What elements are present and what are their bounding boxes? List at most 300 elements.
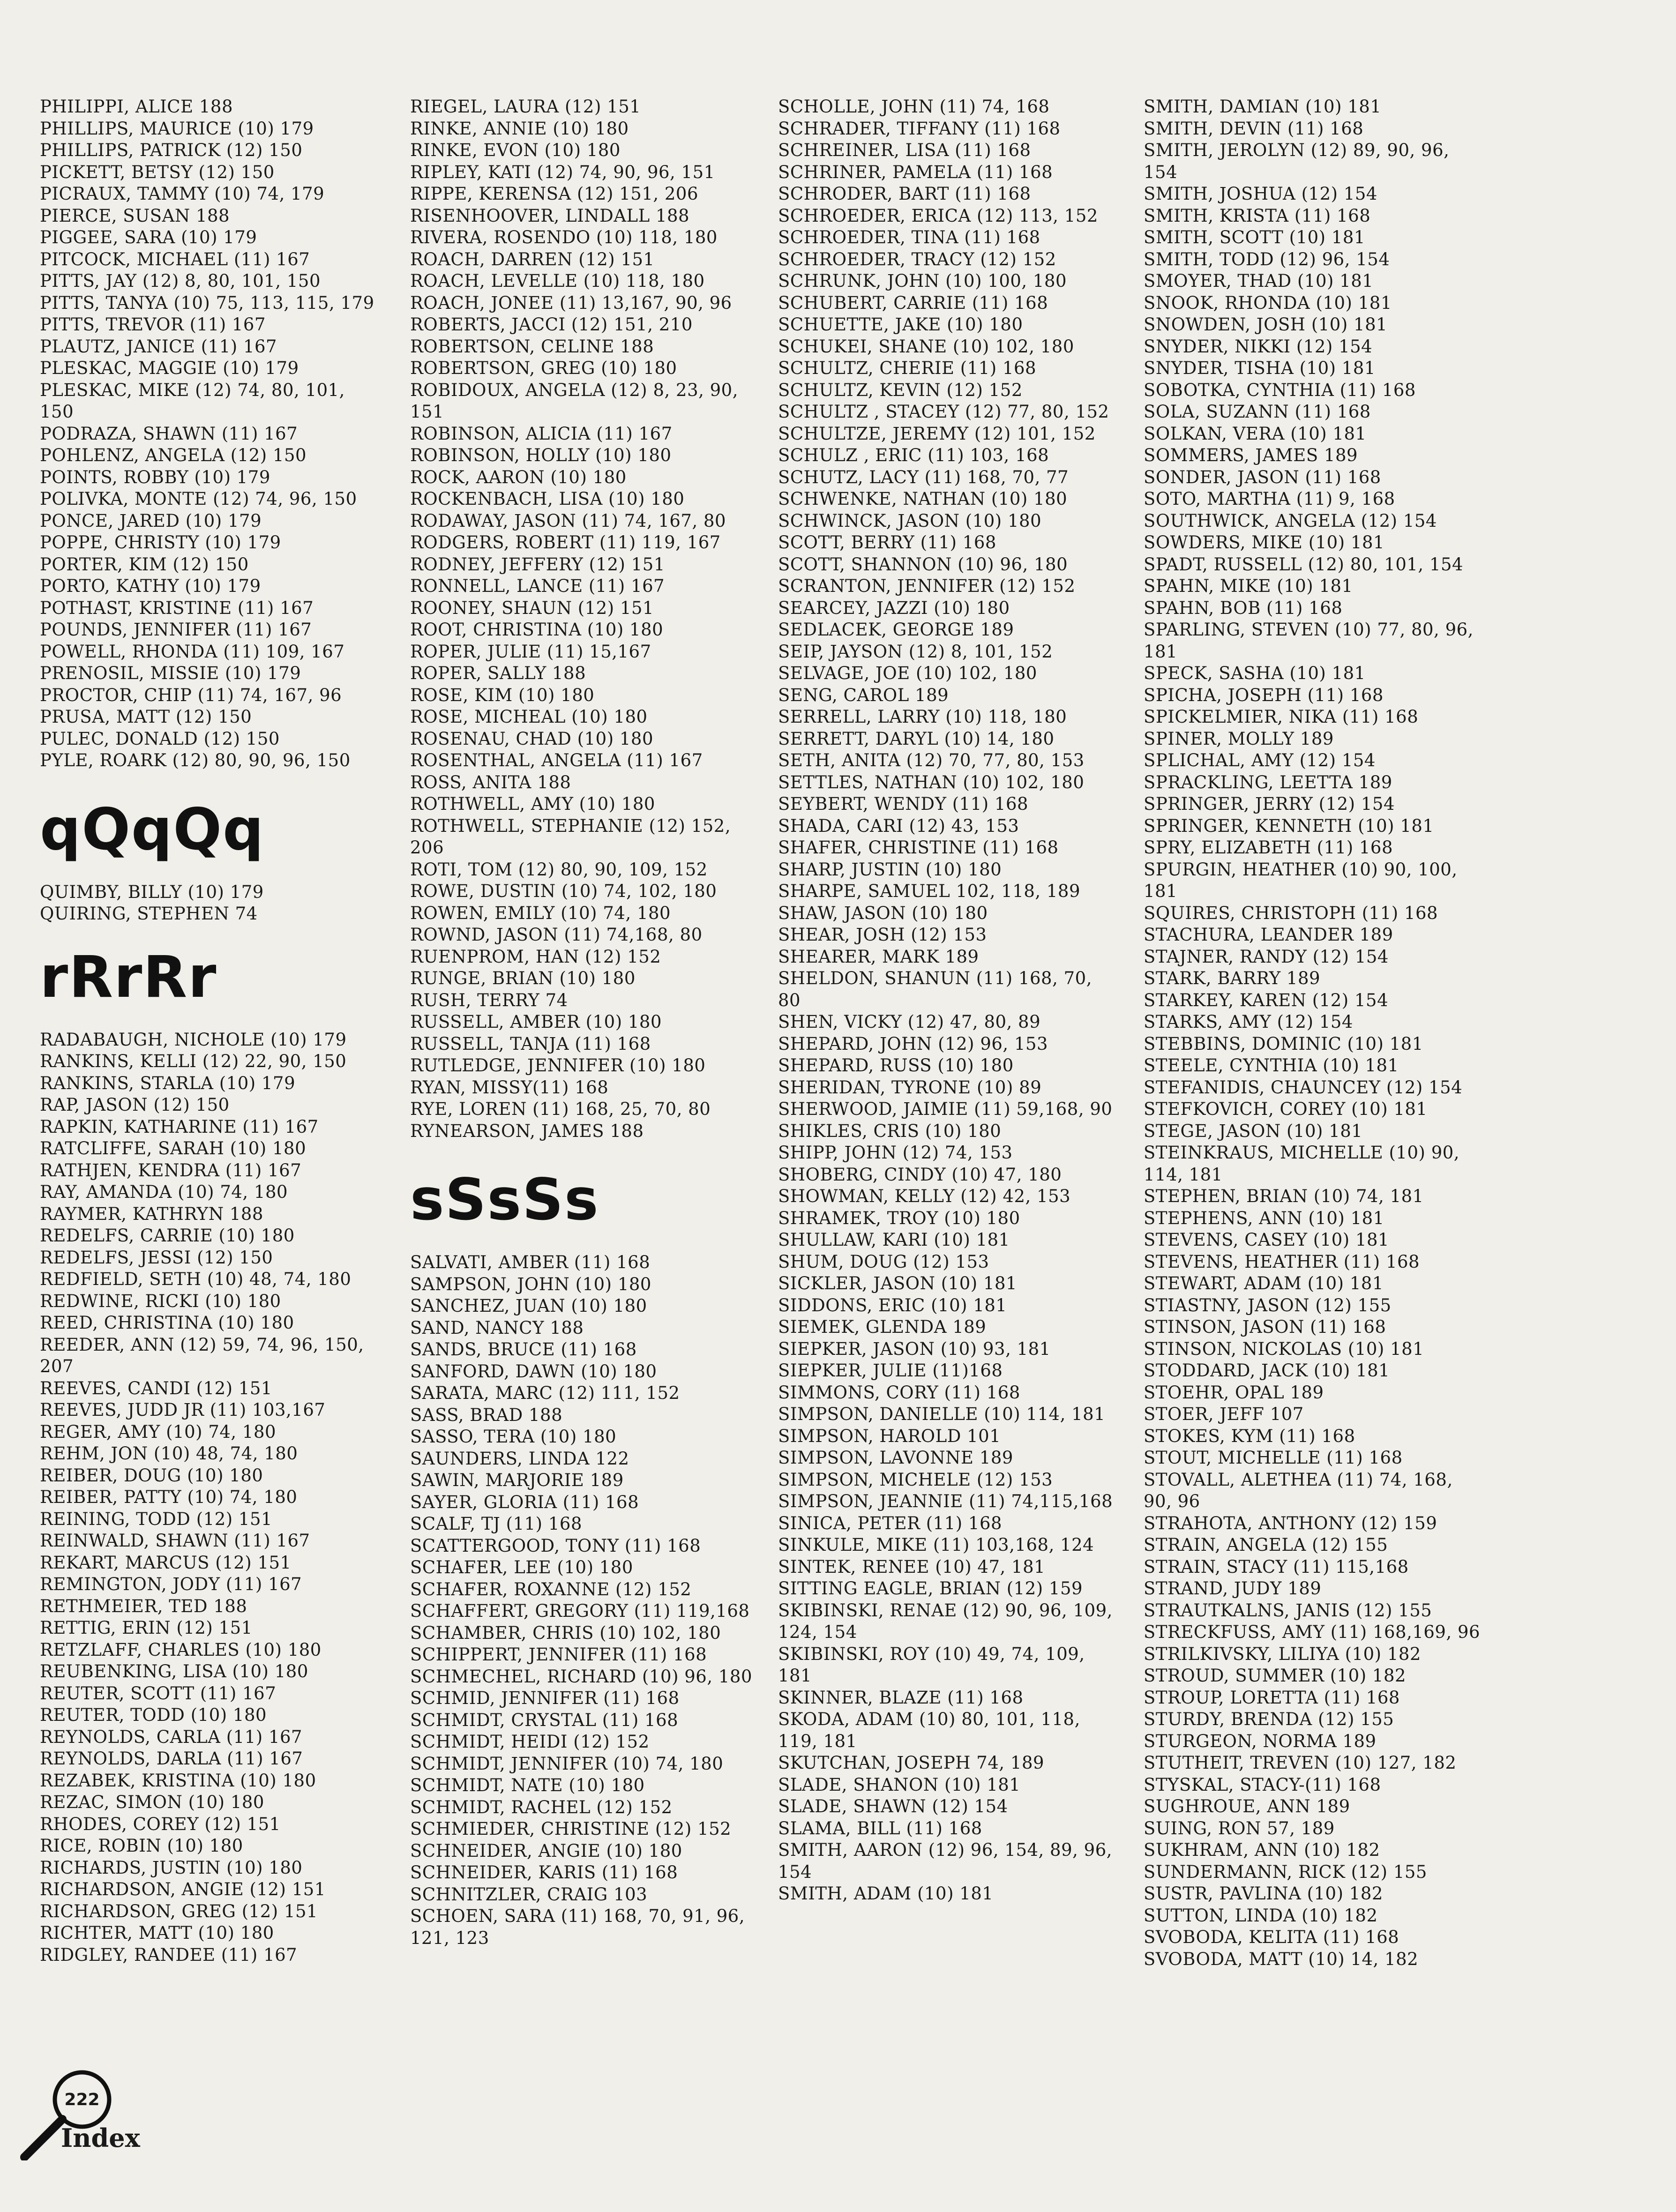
index-entry: SCOTT, BERRY (11) 168 (778, 532, 996, 553)
index-entry: SCHUKEI, SHANE (10) 102, 180 (778, 336, 1074, 357)
index-entry: POHLENZ, ANGELA (12) 150 (40, 445, 307, 465)
index-entry: ROSS, ANITA 188 (410, 772, 571, 792)
index-entry: SHERWOOD, JAIMIE (11) 59,168, 90 (778, 1099, 1113, 1119)
index-entry: RINKE, ANNIE (10) 180 (410, 118, 629, 139)
index-entry: ROBERTS, JACCI (12) 151, 210 (410, 314, 693, 335)
index-entry: STIASTNY, JASON (12) 155 (1144, 1295, 1392, 1315)
index-entry: STRAUTKALNS, JANIS (12) 155 (1144, 1600, 1432, 1621)
index-entry: SCHAFER, LEE (10) 180 (410, 1557, 633, 1577)
index-entry: RUTLEDGE, JENNIFER (10) 180 (410, 1055, 706, 1076)
index-entry: SHARP, JUSTIN (10) 180 (778, 859, 1002, 880)
index-entry: SIDDONS, ERIC (10) 181 (778, 1295, 1007, 1315)
index-entry: REGER, AMY (10) 74, 180 (40, 1421, 277, 1442)
index-entry: STARKS, AMY (12) 154 (1144, 1012, 1353, 1032)
index-entry: SIMPSON, HAROLD 101 (778, 1426, 1001, 1446)
index-entry: SITTING EAGLE, BRIAN (12) 159 (778, 1578, 1083, 1599)
index-entry: SIEPKER, JULIE (11)168 (778, 1360, 1003, 1381)
index-entry: STRAHOTA, ANTHONY (12) 159 (1144, 1513, 1437, 1533)
index-entry: SIEPKER, JASON (10) 93, 181 (778, 1338, 1051, 1359)
q-entries (40, 882, 382, 925)
index-entry: PHILIPPI, ALICE 188 (40, 97, 233, 117)
index-entry: SNOOK, RHONDA (10) 181 (1144, 292, 1392, 313)
index-entry: STRAIN, STACY (11) 115,168 (1144, 1556, 1409, 1577)
index-entry: SASSO, TERA (10) 180 (410, 1427, 617, 1447)
index-entry: SONDER, JASON (11) 168 (1144, 467, 1381, 487)
index-entry: STEPHENS, ANN (10) 181 (1144, 1208, 1384, 1228)
index-entry: REYNOLDS, DARLA (11) 167 (40, 1749, 303, 1769)
index-entry: SICKLER, JASON (10) 181 (778, 1273, 1018, 1293)
index-entry: SMITH, JEROLYN (12) 89, 90, 96, 154 (1144, 140, 1450, 182)
index-entry: SHRAMEK, TROY (10) 180 (778, 1208, 1020, 1228)
index-entry: SOTO, MARTHA (11) 9, 168 (1144, 489, 1395, 509)
s-entries-continued (778, 96, 1120, 1905)
index-entry: STEVENS, CASEY (10) 181 (1144, 1230, 1390, 1250)
index-entry: SEDLACEK, GEORGE 189 (778, 620, 1014, 640)
index-entry: SHAW, JASON (10) 180 (778, 903, 988, 923)
index-entry: SETTLES, NATHAN (10) 102, 180 (778, 772, 1085, 792)
index-entry: RIPPE, KERENSA (12) 151, 206 (410, 184, 698, 204)
index-entry: STODDARD, JACK (10) 181 (1144, 1360, 1390, 1381)
index-entry: SAYER, GLORIA (11) 168 (410, 1492, 639, 1512)
index-entry: SASS, BRAD 188 (410, 1405, 563, 1425)
index-entry: SIMPSON, MICHELE (12) 153 (778, 1469, 1053, 1490)
index-entry: SPICHA, JOSEPH (11) 168 (1144, 685, 1384, 705)
index-entry: RUENPROM, HAN (12) 152 (410, 946, 661, 967)
index-entry: SIMPSON, DANIELLE (10) 114, 181 (778, 1404, 1106, 1424)
index-entry: QUIMBY, BILLY (10) 179 (40, 882, 264, 902)
index-entry: STYSKAL, STACY-(11) 168 (1144, 1774, 1381, 1795)
index-entry: STEFANIDIS, CHAUNCEY (12) 154 (1144, 1077, 1463, 1098)
index-entry: SCHOEN, SARA (11) 168, 70, 91, 96, 121, 123 (410, 1906, 745, 1948)
index-entry: POWELL, RHONDA (11) 109, 167 (40, 641, 345, 662)
index-entry: STOVALL, ALETHEA (11) 74, 168, 90, 96 (1144, 1469, 1453, 1511)
index-entry: ROSE, MICHEAL (10) 180 (410, 707, 648, 727)
index-entry: SEIP, JAYSON (12) 8, 101, 152 (778, 641, 1053, 662)
index-entry: SCHULTZ , STACEY (12) 77, 80, 152 (778, 402, 1109, 422)
index-entry: RAYMER, KATHRYN 188 (40, 1203, 263, 1224)
index-entry: SHOBERG, CINDY (10) 47, 180 (778, 1164, 1062, 1185)
index-entry: RETZLAFF, CHARLES (10) 180 (40, 1639, 322, 1660)
index-entry: REEVES, JUDD JR (11) 103,167 (40, 1400, 326, 1420)
index-entry: SIMPSON, LAVONNE 189 (778, 1448, 1013, 1468)
index-entry: SKIBINSKI, RENAE (12) 90, 96, 109, 124, 154 (778, 1600, 1113, 1642)
index-entry: SINTEK, RENEE (10) 47, 181 (778, 1556, 1046, 1577)
index-entry: SANCHEZ, JUAN (10) 180 (410, 1296, 647, 1316)
index-entry: PITCOCK, MICHAEL (11) 167 (40, 249, 310, 269)
index-entry: SCHNEIDER, ANGIE (10) 180 (410, 1840, 682, 1861)
index-entry: SCHAFER, ROXANNE (12) 152 (410, 1579, 692, 1599)
index-entry: POTHAST, KRISTINE (11) 167 (40, 598, 314, 618)
index-entry: PULEC, DONALD (12) 150 (40, 728, 280, 749)
index-entry: SERRETT, DARYL (10) 14, 180 (778, 728, 1055, 749)
index-entry: RAP, JASON (12) 150 (40, 1095, 230, 1115)
index-entry: STARK, BARRY 189 (1144, 968, 1321, 988)
index-entry: SCHMIDT, NATE (10) 180 (410, 1775, 645, 1795)
index-entry: SCHMID, JENNIFER (11) 168 (410, 1688, 680, 1708)
index-entry: SOBOTKA, CYNTHIA (11) 168 (1144, 380, 1416, 400)
index-entry: STEPHEN, BRIAN (10) 74, 181 (1144, 1186, 1424, 1206)
index-entry: SERRELL, LARRY (10) 118, 180 (778, 707, 1067, 727)
index-entry: SAMPSON, JOHN (10) 180 (410, 1274, 651, 1294)
index-entry: RAY, AMANDA (10) 74, 180 (40, 1182, 288, 1202)
index-entry: SCHMECHEL, RICHARD (10) 96, 180 (410, 1666, 752, 1687)
index-entry: SPRINGER, KENNETH (10) 181 (1144, 815, 1434, 836)
index-entry: SAND, NANCY 188 (410, 1317, 584, 1338)
index-entry: SPARLING, STEVEN (10) 77, 80, 96, 181 (1144, 620, 1474, 662)
index-entry: SCRANTON, JENNIFER (12) 152 (778, 576, 1076, 596)
index-entry: STINSON, JASON (11) 168 (1144, 1317, 1386, 1337)
index-entry: SNOWDEN, JOSH (10) 181 (1144, 314, 1388, 335)
index-entry: REINING, TODD (12) 151 (40, 1509, 273, 1529)
index-entry: SHAFER, CHRISTINE (11) 168 (778, 837, 1059, 858)
index-entry: PHILLIPS, PATRICK (12) 150 (40, 140, 303, 160)
index-entry: RATHJEN, KENDRA (11) 167 (40, 1160, 302, 1181)
index-entry: SCHRADER, TIFFANY (11) 168 (778, 118, 1061, 139)
index-entry: PICKETT, BETSY (12) 150 (40, 162, 275, 182)
index-entry: RICHARDS, JUSTIN (10) 180 (40, 1857, 303, 1878)
index-entry: PODRAZA, SHAWN (11) 167 (40, 423, 298, 444)
index-entry: SUING, RON 57, 189 (1144, 1818, 1335, 1838)
index-entry: SPINER, MOLLY 189 (1144, 728, 1334, 749)
index-entry: SCHULZ , ERIC (11) 103, 168 (778, 445, 1049, 465)
index-entry: REKART, MARCUS (12) 151 (40, 1552, 292, 1573)
index-entry: SCHWENKE, NATHAN (10) 180 (778, 489, 1068, 509)
index-entry: SETH, ANITA (12) 70, 77, 80, 153 (778, 750, 1085, 770)
index-entry: REUBENKING, LISA (10) 180 (40, 1661, 308, 1681)
index-entry: RODAWAY, JASON (11) 74, 167, 80 (410, 510, 726, 531)
index-entry: ROOT, CHRISTINA (10) 180 (410, 620, 664, 640)
index-entry: QUIRING, STEPHEN 74 (40, 904, 258, 924)
index-entry: RUSSELL, TANJA (11) 168 (410, 1033, 651, 1054)
index-entry: SHEARER, MARK 189 (778, 946, 979, 967)
index-entry: STEGE, JASON (10) 181 (1144, 1121, 1363, 1141)
index-entry: REEDER, ANN (12) 59, 74, 96, 150, 207 (40, 1334, 364, 1376)
index-entry: SCHOLLE, JOHN (11) 74, 168 (778, 97, 1050, 117)
index-entry: REUTER, SCOTT (11) 167 (40, 1683, 277, 1704)
s-entries-continued (1144, 96, 1486, 1970)
index-entry: SCHROEDER, ERICA (12) 113, 152 (778, 205, 1098, 226)
index-entry: SMITH, DAMIAN (10) 181 (1144, 97, 1382, 117)
index-entry: PIERCE, SUSAN 188 (40, 205, 230, 226)
index-entry: SLADE, SHAWN (12) 154 (778, 1796, 1008, 1816)
index-entry: SCATTERGOOD, TONY (11) 168 (410, 1535, 701, 1556)
index-entry: PONCE, JARED (10) 179 (40, 510, 262, 531)
index-entry: ROSENAU, CHAD (10) 180 (410, 728, 654, 749)
index-entry: SCOTT, SHANNON (10) 96, 180 (778, 554, 1068, 575)
index-entry: STEELE, CYNTHIA (10) 181 (1144, 1055, 1399, 1076)
index-entry: STROUP, LORETTA (11) 168 (1144, 1687, 1400, 1708)
index-entry: PLESKAC, MIKE (12) 74, 80, 101, 150 (40, 380, 345, 422)
index-entry: ROSE, KIM (10) 180 (410, 685, 595, 705)
index-entry: RIVERA, ROSENDO (10) 118, 180 (410, 227, 718, 247)
index-entry: RYE, LOREN (11) 168, 25, 70, 80 (410, 1099, 711, 1119)
index-entry: SCHUETTE, JAKE (10) 180 (778, 314, 1023, 335)
index-entry: STEFKOVICH, COREY (10) 181 (1144, 1099, 1428, 1119)
index-entry: SELVAGE, JOE (10) 102, 180 (778, 663, 1037, 683)
index-entry: PROCTOR, CHIP (11) 74, 167, 96 (40, 685, 342, 705)
index-entry: RETHMEIER, TED 188 (40, 1596, 247, 1616)
index-entry: RODGERS, ROBERT (11) 119, 167 (410, 532, 721, 553)
index-entry: SHARPE, SAMUEL 102, 118, 189 (778, 881, 1081, 901)
index-entry: ROTHWELL, AMY (10) 180 (410, 794, 655, 814)
section-label: Index (61, 2123, 140, 2153)
index-entry: RICHARDSON, ANGIE (12) 151 (40, 1879, 326, 1899)
index-entry: REYNOLDS, CARLA (11) 167 (40, 1726, 303, 1747)
index-entry: SMITH, SCOTT (10) 181 (1144, 227, 1365, 247)
p-entries (40, 96, 382, 772)
index-entry: STURDY, BRENDA (12) 155 (1144, 1709, 1394, 1729)
index-entry: SINICA, PETER (11) 168 (778, 1513, 1003, 1533)
index-entry: REDFIELD, SETH (10) 48, 74, 180 (40, 1269, 352, 1289)
index-entry: REIBER, DOUG (10) 180 (40, 1465, 263, 1486)
index-entry: ROCKENBACH, LISA (10) 180 (410, 489, 685, 509)
index-entry: SPURGIN, HEATHER (10) 90, 100, 181 (1144, 859, 1458, 901)
index-entry: SPRACKLING, LEETTA 189 (1144, 772, 1392, 792)
index-entry: STARKEY, KAREN (12) 154 (1144, 990, 1389, 1010)
index-entry: SCHAMBER, CHRIS (10) 102, 180 (410, 1622, 721, 1643)
index-entry: STURGEON, NORMA 189 (1144, 1731, 1377, 1751)
index-entry: SCHREINER, LISA (11) 168 (778, 140, 1031, 160)
index-entry: STRECKFUSS, AMY (11) 168,169, 96 (1144, 1622, 1481, 1642)
s-entries (410, 1252, 752, 1949)
index-entry: SQUIRES, CHRISTOPH (11) 168 (1144, 903, 1438, 923)
index-entry: RISENHOOVER, LINDALL 188 (410, 205, 690, 226)
index-entry: POINTS, ROBBY (10) 179 (40, 467, 270, 487)
index-entry: PITTS, TANYA (10) 75, 113, 115, 179 (40, 292, 374, 313)
index-entry: SCHULTZE, JEREMY (12) 101, 152 (778, 423, 1096, 444)
index-entry: SARATA, MARC (12) 111, 152 (410, 1383, 680, 1403)
index-entry: PORTO, KATHY (10) 179 (40, 576, 261, 596)
index-column-3 (778, 96, 1120, 1905)
index-entry: RUSH, TERRY 74 (410, 990, 568, 1010)
index-entry: SCHRUNK, JOHN (10) 100, 180 (778, 271, 1067, 291)
index-entry: SPADT, RUSSELL (12) 80, 101, 154 (1144, 554, 1464, 575)
index-entry: ROSENTHAL, ANGELA (11) 167 (410, 750, 703, 770)
index-entry: RODNEY, JEFFERY (12) 151 (410, 554, 665, 575)
index-entry: RICHARDSON, GREG (12) 151 (40, 1901, 318, 1921)
index-entry: SNYDER, TISHA (10) 181 (1144, 358, 1376, 378)
index-entry: ROONEY, SHAUN (12) 151 (410, 598, 654, 618)
index-entry: STOER, JEFF 107 (1144, 1404, 1304, 1424)
index-entry: SCHRINER, PAMELA (11) 168 (778, 162, 1053, 182)
index-entry: SCHMIDT, HEIDI (12) 152 (410, 1732, 650, 1752)
index-entry: SCHNITZLER, CRAIG 103 (410, 1884, 648, 1905)
index-entry: SCHULTZ, KEVIN (12) 152 (778, 380, 1023, 400)
index-entry: PHILLIPS, MAURICE (10) 179 (40, 118, 314, 139)
page-folio (19, 2067, 159, 2160)
index-entry: PYLE, ROARK (12) 80, 90, 96, 150 (40, 750, 351, 770)
index-entry: SHEN, VICKY (12) 47, 80, 89 (778, 1012, 1041, 1032)
index-entry: RHODES, COREY (12) 151 (40, 1814, 281, 1834)
index-entry: ROACH, JONEE (11) 13,167, 90, 96 (410, 292, 732, 313)
index-entry: SCHUBERT, CARRIE (11) 168 (778, 292, 1048, 313)
index-entry: SHADA, CARI (12) 43, 153 (778, 815, 1019, 836)
index-entry: ROBINSON, HOLLY (10) 180 (410, 445, 672, 465)
index-entry: REDELFS, CARRIE (10) 180 (40, 1226, 295, 1246)
index-entry: STUTHEIT, TREVEN (10) 127, 182 (1144, 1753, 1457, 1773)
index-entry: SEARCEY, JAZZI (10) 180 (778, 598, 1010, 618)
index-entry: SLADE, SHANON (10) 181 (778, 1774, 1021, 1795)
index-column-1 (40, 96, 382, 1966)
section-heading-q: qQqQq (40, 796, 265, 863)
index-entry: SHERIDAN, TYRONE (10) 89 (778, 1077, 1042, 1098)
index-entry: ROBERTSON, GREG (10) 180 (410, 358, 677, 378)
index-entry: SMITH, TODD (12) 96, 154 (1144, 249, 1390, 269)
index-entry: SPLICHAL, AMY (12) 154 (1144, 750, 1376, 770)
index-entry: STEBBINS, DOMINIC (10) 181 (1144, 1033, 1423, 1054)
index-entry: SMOYER, THAD (10) 181 (1144, 271, 1374, 291)
index-entry: RATCLIFFE, SARAH (10) 180 (40, 1138, 307, 1158)
index-entry: SKIBINSKI, ROY (10) 49, 74, 109, 181 (778, 1644, 1085, 1686)
index-entry: SCHROEDER, TRACY (12) 152 (778, 249, 1056, 269)
index-entry: SAUNDERS, LINDA 122 (410, 1448, 629, 1469)
index-entry: SOLA, SUZANN (11) 168 (1144, 402, 1371, 422)
index-entry: SVOBODA, MATT (10) 14, 182 (1144, 1949, 1419, 1969)
index-entry: PIGGEE, SARA (10) 179 (40, 227, 257, 247)
index-entry: SCHWINCK, JASON (10) 180 (778, 510, 1042, 531)
index-entry: PITTS, JAY (12) 8, 80, 101, 150 (40, 271, 321, 291)
index-entry: SMITH, JOSHUA (12) 154 (1144, 184, 1377, 204)
index-entry: STAJNER, RANDY (12) 154 (1144, 946, 1389, 967)
index-entry: PITTS, TREVOR (11) 167 (40, 314, 266, 335)
index-entry: RYAN, MISSY(11) 168 (410, 1077, 609, 1098)
index-entry: SMITH, DEVIN (11) 168 (1144, 118, 1364, 139)
index-entry: RUNGE, BRIAN (10) 180 (410, 968, 636, 988)
index-entry: SPAHN, BOB (11) 168 (1144, 598, 1343, 618)
page-number: 222 (64, 2090, 100, 2109)
index-entry: SOUTHWICK, ANGELA (12) 154 (1144, 510, 1437, 531)
index-entry: STRAIN, ANGELA (12) 155 (1144, 1535, 1388, 1555)
index-entry: SHIKLES, CRIS (10) 180 (778, 1121, 1002, 1141)
index-entry: REHM, JON (10) 48, 74, 180 (40, 1443, 298, 1464)
index-entry: SMITH, AARON (12) 96, 154, 89, 96, 154 (778, 1840, 1112, 1882)
index-entry: REDWINE, RICKI (10) 180 (40, 1291, 281, 1311)
index-entry: ROWND, JASON (11) 74,168, 80 (410, 925, 703, 945)
index-entry: SOMMERS, JAMES 189 (1144, 445, 1358, 465)
index-entry: SIEMEK, GLENDA 189 (778, 1317, 987, 1337)
index-entry: RAPKIN, KATHARINE (11) 167 (40, 1116, 319, 1137)
index-entry: REUTER, TODD (10) 180 (40, 1705, 267, 1725)
index-entry: ROCK, AARON (10) 180 (410, 467, 627, 487)
index-entry: SPAHN, MIKE (10) 181 (1144, 576, 1353, 596)
index-entry: SCHMIDT, CRYSTAL (11) 168 (410, 1710, 679, 1730)
index-entry: SHELDON, SHANUN (11) 168, 70, 80 (778, 968, 1092, 1010)
index-entry: RANKINS, KELLI (12) 22, 90, 150 (40, 1051, 347, 1071)
r-entries-continued (410, 96, 752, 1142)
index-entry: SANFORD, DAWN (10) 180 (410, 1361, 657, 1382)
index-entry: SCHMIDT, JENNIFER (10) 74, 180 (410, 1753, 724, 1774)
index-entry: SEYBERT, WENDY (11) 168 (778, 794, 1029, 814)
index-entry: SIMPSON, JEANNIE (11) 74,115,168 (778, 1491, 1113, 1511)
index-entry: STEWART, ADAM (10) 181 (1144, 1273, 1384, 1293)
index-entry: STOEHR, OPAL 189 (1144, 1382, 1324, 1403)
index-entry: RETTIG, ERIN (12) 151 (40, 1618, 253, 1638)
index-entry: SUKHRAM, ANN (10) 182 (1144, 1840, 1380, 1860)
index-entry: ROACH, LEVELLE (10) 118, 180 (410, 271, 705, 291)
index-entry: SUNDERMANN, RICK (12) 155 (1144, 1861, 1427, 1882)
index-entry: ROWE, DUSTIN (10) 74, 102, 180 (410, 881, 717, 901)
index-entry: PORTER, KIM (12) 150 (40, 554, 249, 575)
index-entry: ROTI, TOM (12) 80, 90, 109, 152 (410, 859, 708, 880)
index-entry: REDELFS, JESSI (12) 150 (40, 1247, 273, 1268)
index-entry: SCHRODER, BART (11) 168 (778, 184, 1031, 204)
index-entry: SALVATI, AMBER (11) 168 (410, 1252, 651, 1272)
index-entry: SHEPARD, JOHN (12) 96, 153 (778, 1033, 1048, 1054)
index-entry: STINSON, NICKOLAS (10) 181 (1144, 1338, 1424, 1359)
index-entry: ROBINSON, ALICIA (11) 167 (410, 423, 673, 444)
index-entry: RANKINS, STARLA (10) 179 (40, 1073, 296, 1093)
index-entry: POLIVKA, MONTE (12) 74, 96, 150 (40, 489, 357, 509)
index-entry: SPRY, ELIZABETH (11) 168 (1144, 837, 1393, 858)
index-entry: POPPE, CHRISTY (10) 179 (40, 532, 281, 553)
index-entry: SOLKAN, VERA (10) 181 (1144, 423, 1367, 444)
index-column-4 (1144, 96, 1486, 1970)
index-entry: STROUD, SUMMER (10) 182 (1144, 1666, 1407, 1686)
index-entry: ROPER, SALLY 188 (410, 663, 586, 683)
index-entry: SIMMONS, CORY (11) 168 (778, 1382, 1020, 1403)
index-entry: SMITH, KRISTA (11) 168 (1144, 205, 1371, 226)
index-entry: SCHNEIDER, KARIS (11) 168 (410, 1862, 678, 1883)
index-entry: RIEGEL, LAURA (12) 151 (410, 97, 641, 117)
index-entry: SUTTON, LINDA (10) 182 (1144, 1905, 1378, 1926)
section-heading-r: rRrRr (40, 943, 217, 1010)
index-entry: PRENOSIL, MISSIE (10) 179 (40, 663, 301, 683)
index-entry: STOUT, MICHELLE (11) 168 (1144, 1448, 1403, 1468)
index-entry: SCHROEDER, TINA (11) 168 (778, 227, 1040, 247)
index-entry: SAWIN, MARJORIE 189 (410, 1470, 624, 1490)
index-entry: RYNEARSON, JAMES 188 (410, 1121, 644, 1141)
index-entry: ROACH, DARREN (12) 151 (410, 249, 655, 269)
index-entry: SCHULTZ, CHERIE (11) 168 (778, 358, 1037, 378)
index-entry: RUSSELL, AMBER (10) 180 (410, 1012, 662, 1032)
index-entry: SOWDERS, MIKE (10) 181 (1144, 532, 1385, 553)
index-entry: STOKES, KYM (11) 168 (1144, 1426, 1355, 1446)
index-entry: ROTHWELL, STEPHANIE (12) 152, 206 (410, 815, 731, 858)
index-entry: SVOBODA, KELITA (11) 168 (1144, 1927, 1399, 1947)
index-entry: RIPLEY, KATI (12) 74, 90, 96, 151 (410, 162, 715, 182)
index-entry: SHEAR, JOSH (12) 153 (778, 925, 987, 945)
index-entry: RINKE, EVON (10) 180 (410, 140, 621, 160)
index-entry: REZABEK, KRISTINA (10) 180 (40, 1770, 316, 1791)
index-entry: SCHAFFERT, GREGORY (11) 119,168 (410, 1601, 750, 1621)
index-entry: STRAND, JUDY 189 (1144, 1578, 1322, 1599)
index-entry: PRUSA, MATT (12) 150 (40, 707, 252, 727)
index-entry: SHEPARD, RUSS (10) 180 (778, 1055, 1014, 1076)
index-entry: SUSTR, PAVLINA (10) 182 (1144, 1883, 1383, 1904)
index-entry: REED, CHRISTINA (10) 180 (40, 1313, 294, 1333)
index-entry: SPICKELMIER, NIKA (11) 168 (1144, 707, 1419, 727)
index-entry: RONNELL, LANCE (11) 167 (410, 576, 665, 596)
index-entry: SHULLAW, KARI (10) 181 (778, 1230, 1010, 1250)
index-entry: RADABAUGH, NICHOLE (10) 179 (40, 1029, 347, 1050)
index-entry: SENG, CAROL 189 (778, 685, 949, 705)
index-entry: RICHTER, MATT (10) 180 (40, 1923, 274, 1943)
index-entry: RICE, ROBIN (10) 180 (40, 1836, 243, 1856)
index-entry: SKODA, ADAM (10) 80, 101, 118, 119, 181 (778, 1709, 1080, 1751)
index-entry: SCHIPPERT, JENNIFER (11) 168 (410, 1644, 707, 1665)
index-column-2 (410, 96, 752, 1949)
index-entry: SANDS, BRUCE (11) 168 (410, 1339, 637, 1360)
index-entry: SUGHROUE, ANN 189 (1144, 1796, 1350, 1816)
index-entry: STRILKIVSKY, LILIYA (10) 182 (1144, 1644, 1421, 1664)
index-entry: PICRAUX, TAMMY (10) 74, 179 (40, 184, 325, 204)
index-entry: SLAMA, BILL (11) 168 (778, 1818, 982, 1838)
index-entry: PLAUTZ, JANICE (11) 167 (40, 336, 277, 357)
index-entry: ROBERTSON, CELINE 188 (410, 336, 654, 357)
index-entry: SCHMIDT, RACHEL (12) 152 (410, 1797, 673, 1817)
index-entry: SNYDER, NIKKI (12) 154 (1144, 336, 1373, 357)
index-entry: REEVES, CANDI (12) 151 (40, 1378, 272, 1398)
